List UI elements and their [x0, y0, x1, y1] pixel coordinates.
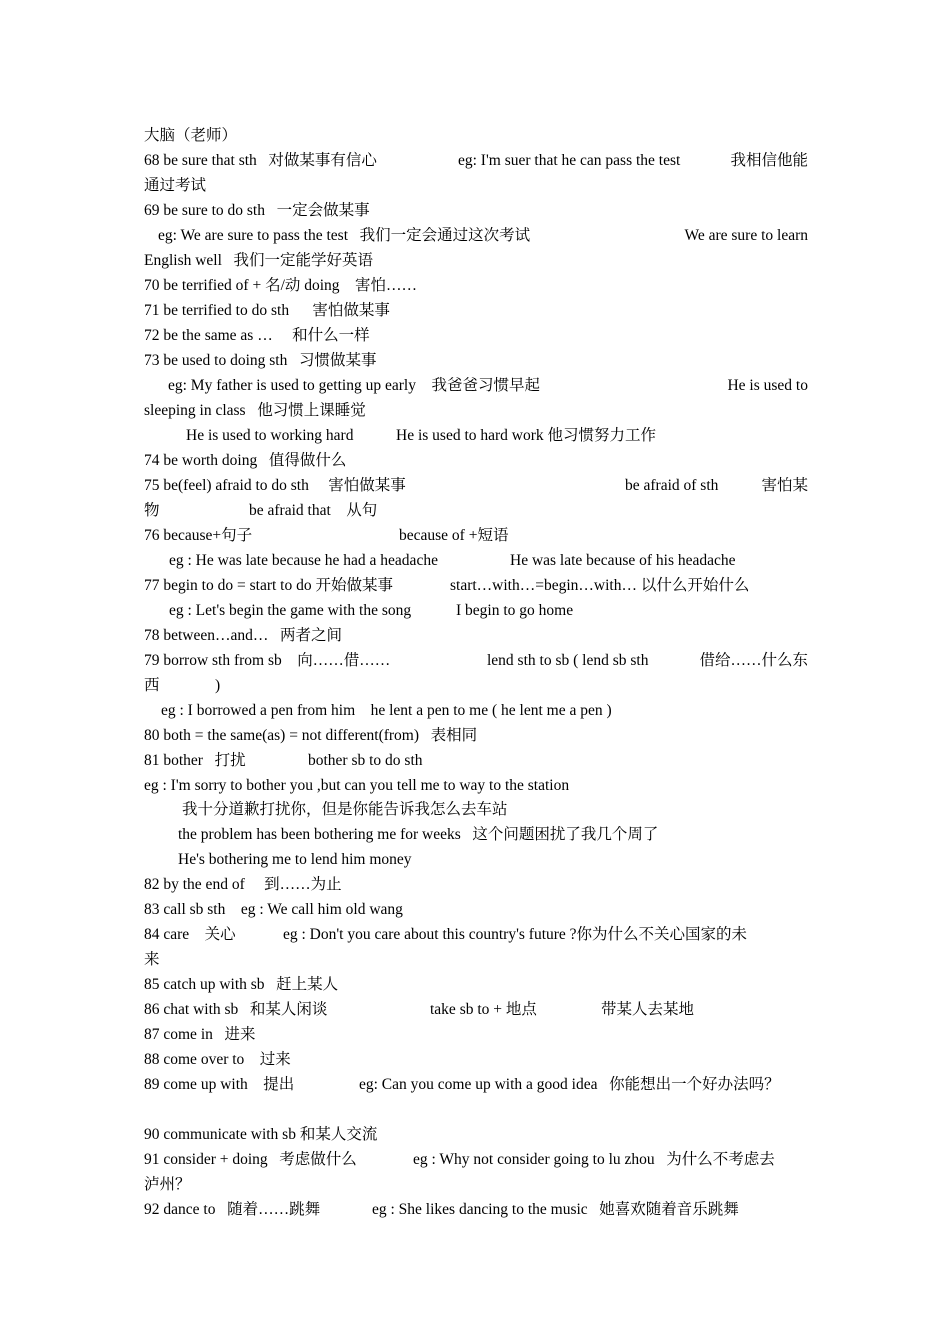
text-segment: eg: We are sure to pass the test 我们一定会通过这次考试	[158, 227, 531, 244]
text-line	[144, 900, 808, 920]
text-segment: start…with…=begin…with… 以什么开始什么	[450, 577, 750, 594]
text-segment: 70 be terrified of + 名/动 doing 害怕……	[144, 277, 418, 294]
text-segment: 91 consider + doing 考虑做什么	[144, 1151, 357, 1168]
text-segment: 85 catch up with sb 赶上某人	[144, 976, 339, 993]
text-segment: 通过考试	[144, 177, 207, 194]
text-line	[144, 850, 808, 870]
text-segment: eg : I borrowed a pen from him he lent a pen to me ( he lent me a pen )	[161, 702, 612, 719]
text-line	[144, 1150, 808, 1170]
text-line	[144, 301, 808, 321]
text-segment: eg : She likes dancing to the music 她喜欢随着音乐跳舞	[372, 1201, 739, 1218]
text-line	[144, 526, 808, 546]
text-line	[144, 651, 808, 671]
text-line	[144, 825, 808, 845]
text-segment: the problem has been bothering me for weeks 这个问题困扰了我几个周了	[178, 826, 659, 843]
text-line	[144, 251, 808, 271]
text-segment: 78 between…and… 两者之间	[144, 627, 343, 644]
text-segment: 77 begin to do = start to do 开始做某事	[144, 577, 393, 594]
text-line	[144, 1200, 808, 1220]
text-segment: 73 be used to doing sth 习惯做某事	[144, 352, 377, 369]
text-segment: 74 be worth doing 值得做什么	[144, 452, 347, 469]
text-segment: 我十分道歉打扰你，但是你能告诉我怎么去车站	[182, 801, 508, 818]
text-line	[144, 701, 808, 721]
text-segment: 大脑（老师）	[144, 127, 238, 144]
text-segment: 80 both = the same(as) = not different(from) 表相同	[144, 727, 478, 744]
text-line	[144, 351, 808, 371]
text-segment: 71 be terrified to do sth 害怕做某事	[144, 302, 390, 319]
text-line	[144, 501, 808, 521]
text-line	[144, 1000, 808, 1020]
text-line	[144, 226, 808, 246]
text-segment: He is used to working hard	[186, 427, 354, 444]
text-segment: eg: I'm suer that he can pass the test	[458, 152, 681, 169]
text-segment: 害怕某	[761, 477, 808, 494]
text-segment: 借给……什么东	[699, 652, 808, 669]
text-line	[144, 276, 808, 296]
text-segment: eg : He was late because he had a headache	[169, 552, 438, 569]
text-segment: 81 bother 打扰	[144, 752, 246, 769]
text-line	[144, 626, 808, 646]
text-segment: 89 come up with 提出	[144, 1076, 295, 1093]
text-segment: 来	[144, 951, 160, 968]
text-line	[144, 1075, 808, 1095]
text-segment: 带某人去某地	[601, 1001, 695, 1018]
text-segment: be afraid of sth	[625, 477, 719, 494]
text-line	[144, 551, 808, 571]
text-line	[144, 176, 808, 196]
text-segment: We are sure to learn	[684, 227, 808, 244]
text-segment: He is used to	[727, 377, 808, 394]
text-segment: 物	[144, 502, 160, 519]
text-line	[144, 201, 808, 221]
text-segment: 79 borrow sth from sb 向……借……	[144, 652, 391, 669]
text-segment: eg: Can you come up with a good idea 你能想出一个好办法吗？	[359, 1076, 780, 1093]
text-line	[144, 925, 808, 945]
text-segment: 西	[144, 677, 160, 694]
text-line	[144, 676, 808, 696]
text-segment: 泸州？	[144, 1176, 191, 1193]
text-line	[144, 451, 808, 471]
text-line	[144, 776, 808, 796]
text-line	[144, 726, 808, 746]
text-line	[144, 1050, 808, 1070]
text-segment: )	[215, 677, 221, 694]
text-line	[144, 1025, 808, 1045]
text-segment: 82 by the end of 到……为止	[144, 876, 342, 893]
text-segment: 83 call sb sth eg : We call him old wang	[144, 901, 403, 918]
text-segment: He's bothering me to lend him money	[178, 851, 412, 868]
text-line	[144, 950, 808, 970]
text-segment: He is used to hard work 他习惯努力工作	[396, 427, 657, 444]
text-segment: eg : Let's begin the game with the song	[169, 602, 412, 619]
text-line	[144, 426, 808, 446]
text-line	[144, 875, 808, 895]
text-segment: English well 我们一定能学好英语	[144, 252, 374, 269]
text-segment: be afraid that 从句	[249, 502, 378, 519]
text-line	[144, 376, 808, 396]
text-segment: 88 come over to 过来	[144, 1051, 291, 1068]
text-line	[144, 126, 808, 146]
text-line	[144, 326, 808, 346]
text-line	[144, 751, 808, 771]
text-segment: because of +短语	[399, 527, 509, 544]
text-segment: 86 chat with sb 和某人闲谈	[144, 1001, 328, 1018]
text-segment: 92 dance to 随着……跳舞	[144, 1201, 321, 1218]
text-segment: eg : Why not consider going to lu zhou 为什么不考虑去	[413, 1151, 775, 1168]
text-line	[144, 800, 808, 820]
text-line	[144, 151, 808, 171]
text-segment: 76 because+句子	[144, 527, 253, 544]
text-segment: He was late because of his headache	[510, 552, 736, 569]
text-segment: sleeping in class 他习惯上课睡觉	[144, 402, 366, 419]
text-segment: I begin to go home	[456, 602, 574, 619]
text-line	[144, 576, 808, 596]
text-segment: 69 be sure to do sth 一定会做某事	[144, 202, 370, 219]
text-line	[144, 601, 808, 621]
text-segment: 87 come in 进来	[144, 1026, 256, 1043]
text-segment: lend sth to sb ( lend sb sth	[487, 652, 649, 669]
text-segment: 我相信他能	[730, 152, 808, 169]
text-segment: 72 be the same as … 和什么一样	[144, 327, 370, 344]
text-line	[144, 1175, 808, 1195]
text-line	[144, 975, 808, 995]
text-segment: take sb to + 地点	[430, 1001, 537, 1018]
text-segment: 84 care 关心	[144, 926, 236, 943]
text-segment: bother sb to do sth	[308, 752, 423, 769]
text-segment: 68 be sure that sth 对做某事有信心	[144, 152, 377, 169]
text-line	[144, 401, 808, 421]
text-segment: eg: My father is used to getting up early 我爸爸习惯早起	[168, 377, 540, 394]
text-segment: 90 communicate with sb 和某人交流	[144, 1126, 378, 1143]
text-line	[144, 1125, 808, 1145]
text-segment: eg : I'm sorry to bother you ,but can you tell me to way to the station	[144, 777, 570, 794]
text-segment: eg : Don't you care about this country's future ?你为什么不关心国家的未	[283, 926, 748, 943]
text-segment: 75 be(feel) afraid to do sth 害怕做某事	[144, 477, 406, 494]
text-line	[144, 476, 808, 496]
